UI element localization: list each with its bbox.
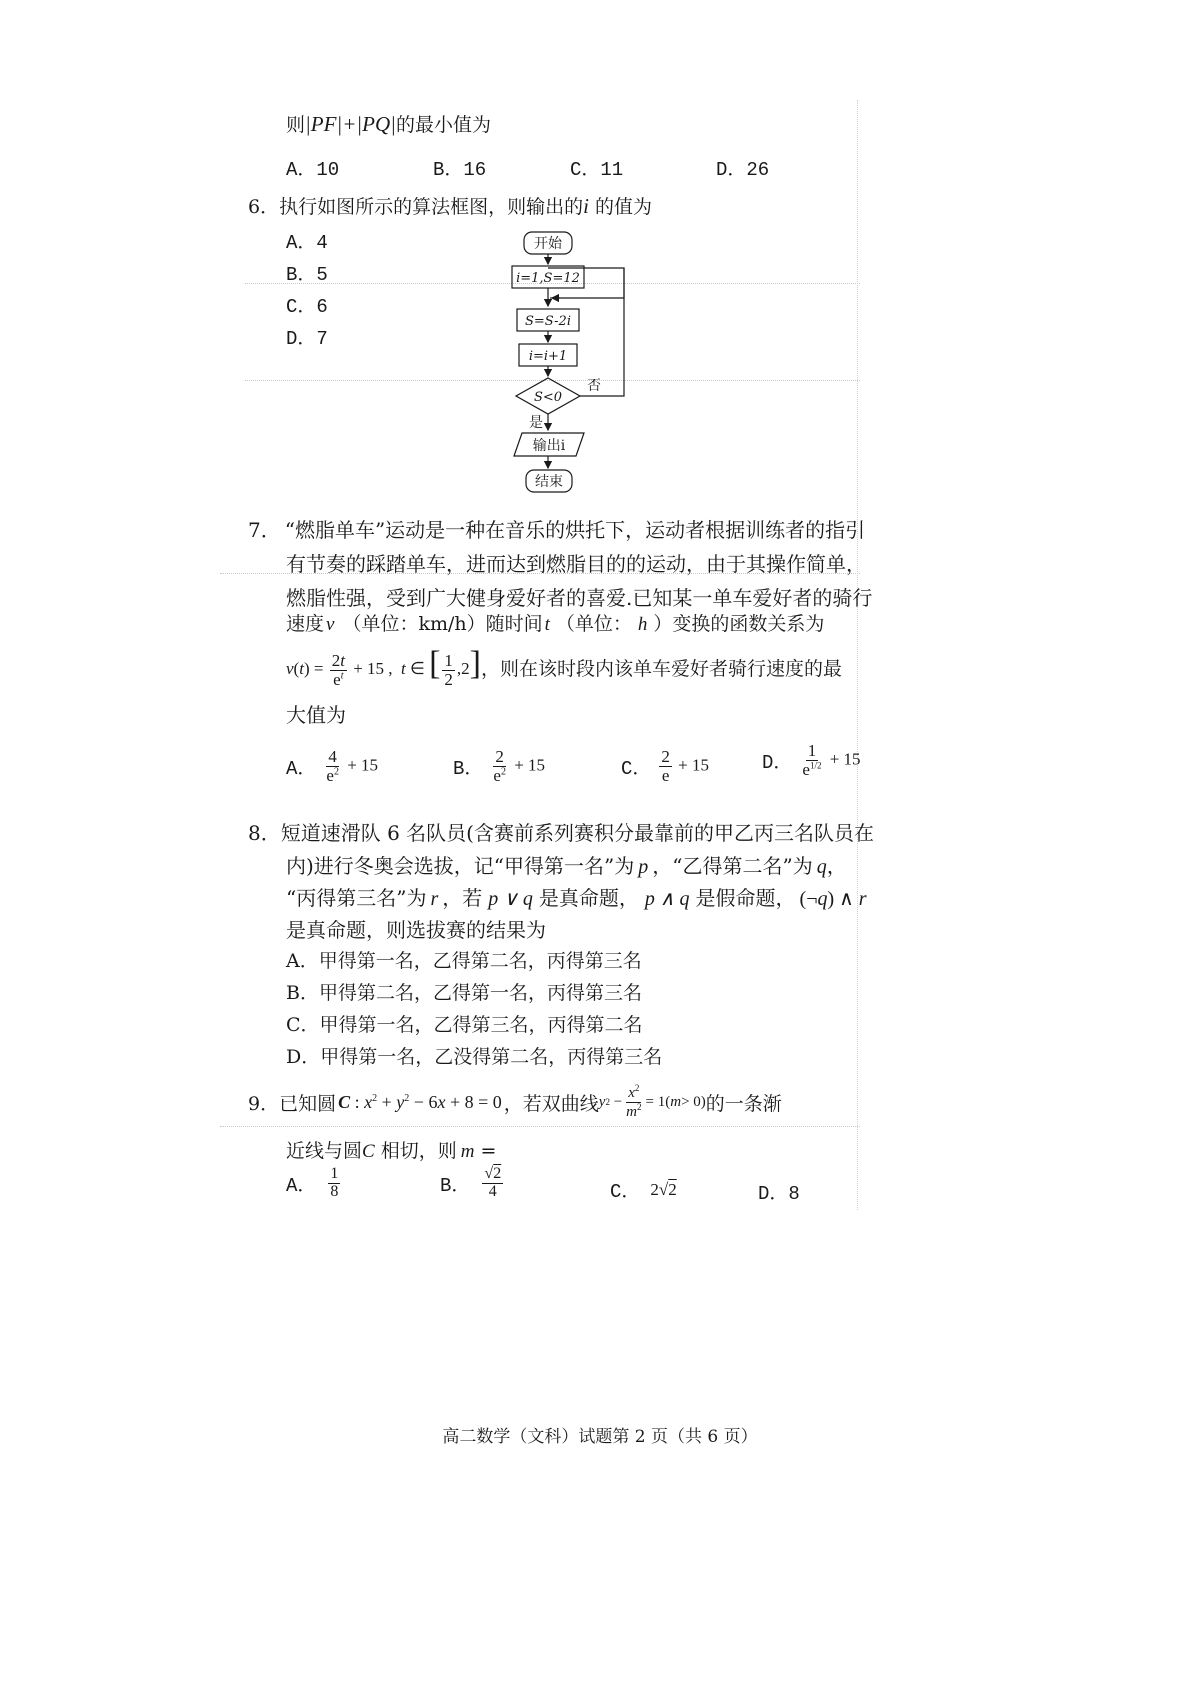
q7-formula-line: v(t) = $\frac{2t}{e^t}$ + 15 , t ∈ [ $\frac{1}{2}$ ,2] ，则在该时段内该单车爱好者骑行速度的最 [286,645,842,689]
flowchart-yes-label: 是 [529,415,543,431]
q5-option-c: C．11 [570,159,624,181]
q9-option-a: A． $\frac{1}{8}$ [286,1165,339,1200]
q6-option-a: A．4 [286,232,328,254]
flowchart-init-label: i=1,S=12 [516,271,580,286]
q8-line2: 内)进行冬奥会选拔，记“甲得第一名”为 p ，“乙得第二名”为 q， [286,854,847,878]
q9-option-c: C． 2√2 [610,1179,677,1203]
q8-option-d: D．甲得第一名，乙没得第二名，丙得第三名 [286,1046,663,1068]
q7-line4: 速度 v （单位：km/h）随时间 t （单位： h ）变换的函数关系为 [286,613,825,635]
q8-option-c: C．甲得第一名，乙得第三名，丙得第二名 [286,1014,643,1036]
flowchart-output-label: 输出i [532,438,566,454]
q5-stem: 则|PF|+|PQ|的最小值为 [286,112,491,136]
q8-line3: “丙得第三名”为 r ，若 p ∨ q 是真命题， p ∧ q 是假命题， (¬q) ∧ r [286,886,867,910]
flowchart-step2-label: i=i+1 [528,349,568,364]
q7-option-c: C． $\frac{2}{e}$ + 15 [621,747,709,785]
flowchart-start-label: 开始 [534,236,562,252]
q8-option-a: A．甲得第一名，乙得第二名，丙得第三名 [286,950,642,972]
guide-line [220,1126,860,1127]
q7-line1: 7． “燃脂单车”运动是一种在音乐的烘托下，运动者根据训练者的指引 [248,518,866,542]
guide-line [857,100,858,1210]
q9-option-b: B． $\frac{√2}{4}$ [440,1165,502,1200]
q5-option-d: D．26 [716,159,770,181]
q5-option-b: B．16 [433,159,487,181]
flowchart-end-label: 结束 [535,474,563,490]
q6-option-c: C．6 [286,296,328,318]
q7-line3: 燃脂性强，受到广大健身爱好者的喜爱.已知某一单车爱好者的骑行 [286,586,873,610]
flowchart [500,228,640,496]
page-footer: 高二数学（文科）试题第 2 页（共 6 页） [442,1427,758,1447]
q7-option-d: D． $\frac{1}{e^{1/2}}$ + 15 [762,741,861,779]
q6-option-d: D．7 [286,328,328,350]
q7-option-a: A． $\frac{4}{e^2}$ + 15 [286,747,379,785]
q7-option-b: B． $\frac{2}{e^2}$ + 15 [453,747,546,785]
q8-option-b: B．甲得第二名，乙得第一名，丙得第三名 [286,982,642,1004]
q7-line2: 有节奏的踩踏单车，进而达到燃脂目的的运动，由于其操作简单， [286,552,866,576]
q5-option-a: A．10 [286,159,340,181]
q6-option-b: B．5 [286,264,328,286]
flowchart-no-label: 否 [587,378,601,394]
q8-line1: 8．短道速滑队 6 名队员(含赛前系列赛积分最靠前的甲乙丙三名队员在 [248,821,874,845]
flowchart-decision-label: S<0 [533,390,563,405]
q6-stem: 6．执行如图所示的算法框图，则输出的i 的值为 [248,194,652,218]
q9-line1: 9． 已知圆 C : $x^2 + y^2 - 6x + 8 = 0$ ，若双曲线 y 2 − $\frac{x^2}{m^2}$ = 1( m > 0) 的一条渐 [248,1082,782,1120]
q9-option-d: D．8 [758,1183,800,1205]
q8-line4: 是真命题，则选拔赛的结果为 [286,918,546,942]
q5-expression: |PF|+|PQ| [305,112,396,136]
flowchart-step1-label: S=S-2i [524,314,572,329]
q9-line2: 近线与圆C 相切，则 m = [286,1140,497,1162]
q7-line6: 大值为 [286,703,346,727]
q7-formula: v(t) = $\frac{2t}{e^t}$ + 15 , t ∈ [ $\frac{1}{2}$ ,2] [286,645,481,689]
